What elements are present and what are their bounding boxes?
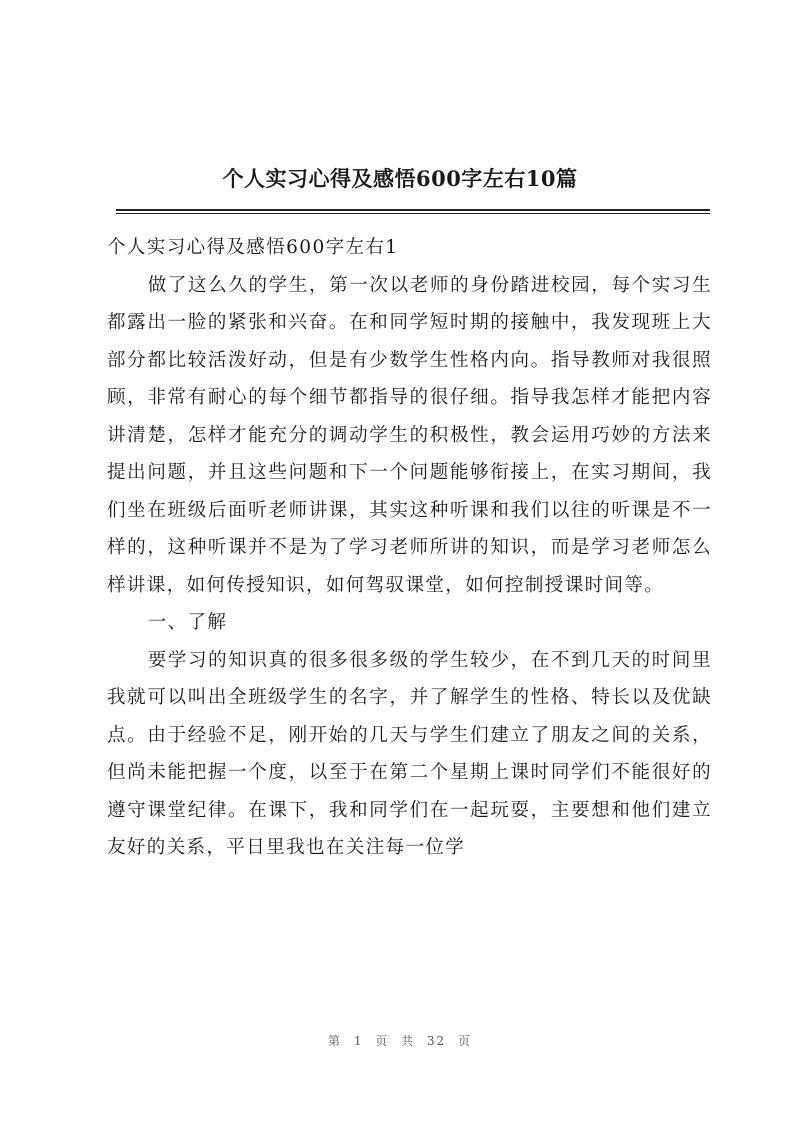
body-paragraph: 要学习的知识真的很多很多级的学生较少，在不到几天的时间里我就可以叫出全班级学生的名字，并了解学生的性格、特长以及优缺点。由于经验不足，刚开始的几天与学生们建立了朋友之间的关系，但尚未能把握一个度，以至于在第二个星期上课时同学们不能很好的遵守课堂纪律。在课下，我和同学们在一起玩耍，主要想和他们建立友好的关系，平日里我也在关注每一位学 (107, 649, 712, 858)
document-title: 个人实习心得及感悟600字左右10篇 (222, 166, 578, 191)
section-title: 个人实习心得及感悟600字左右1 (107, 237, 399, 258)
page-footer: 第 1 页 共 32 页 (328, 1034, 472, 1048)
body-paragraph: 做了这么久的学生，第一次以老师的身份踏进校园，每个实习生都露出一脸的紧张和兴奋。在和同学短时期的接触中，我发现班上大部分都比较活泼好动，但是有少数学生性格内向。指导教师对我很照顾，非常有耐心的每个细节都指导的很仔细。指导我怎样才能把内容讲清楚，怎样才能充分的调动学生的积极性，教会运用巧妙的方法来提出问题，并且这些问题和下一个问题能够衔接上，在实习期间，我们坐在班级后面听老师讲课，其实这种听课和我们以往的听课是不一样的，这种听课并不是为了学习老师所讲的知识，而是学习老师怎么样讲课，如何传授知识，如何驾驭课堂，如何控制授课时间等。 (107, 274, 712, 596)
title-divider (116, 209, 710, 214)
document-body (107, 229, 712, 867)
subsection-heading: 一、了解 (147, 612, 228, 633)
